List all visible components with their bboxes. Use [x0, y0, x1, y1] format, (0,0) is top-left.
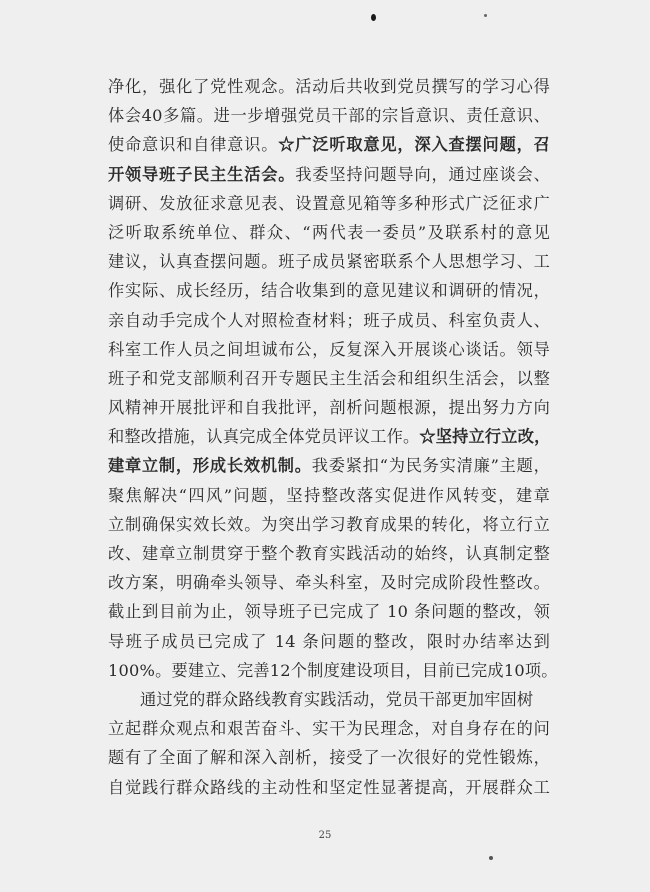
text-line: [108, 160, 550, 189]
text-line: [108, 189, 550, 218]
bold-heading-text: ☆广泛听取意见，深入查摆问题，召: [278, 135, 551, 155]
text-line: [108, 743, 550, 772]
text-line: [108, 685, 550, 714]
ink-speck: [489, 856, 493, 860]
line-text: 我委坚持问题导向，通过座谈会、: [295, 164, 551, 184]
line-text: 改、建章立制贯穿于整个教育实践活动的始终，认真制定整: [108, 544, 550, 563]
text-line: [108, 364, 550, 393]
text-line: [108, 627, 550, 656]
text-line: [108, 335, 550, 364]
ink-speck: [484, 14, 487, 17]
line-text: 作实际、成长经历，结合收集到的意见建议和调研的情况，: [108, 281, 550, 301]
text-line: [108, 714, 550, 743]
text-line: [108, 451, 550, 480]
line-text: 调研、发放征求意见表、设置意见箱等多种形式广泛征求广: [108, 193, 550, 213]
line-text: 科室工作人员之间坦诚布公，反复深入开展谈心谈话。领导: [108, 339, 550, 359]
text-line: [108, 422, 550, 451]
line-text: 我委紧扣“为民务实清廉”主题，: [311, 456, 550, 476]
line-text: 导班子成员已完成了 14 条问题的整改，限时办结率达到: [108, 631, 550, 651]
line-text: 和整改措施，认真完成全体党员评议工作。: [108, 427, 420, 447]
text-line: [108, 247, 550, 276]
line-text: 通过党的群众路线教育实践活动，党员干部更加牢固树: [140, 689, 534, 709]
line-text: 体会40多篇。进一步增强党员干部的宗旨意识、责任意识、: [108, 106, 550, 126]
bold-heading-text: 开领导班子民主生活会。: [108, 164, 296, 184]
body-text: [108, 72, 558, 802]
text-line: [108, 773, 550, 802]
line-text: 泛听取系统单位、群众、“两代表一委员”及联系村的意见: [108, 222, 550, 242]
text-line: [108, 597, 550, 626]
bold-heading-text: ☆坚持立行立改，: [419, 427, 551, 447]
line-text: 截止到目前为止，领导班子已完成了 10 条问题的整改，领: [108, 602, 550, 622]
page-number: 25: [318, 830, 332, 841]
text-line: [108, 568, 550, 597]
text-line: [108, 218, 550, 247]
text-line: [108, 101, 550, 130]
line-text: 风精神开展批评和自我批评，剖析问题根源，提出努力方向: [108, 398, 550, 418]
line-text: 建议，认真查摆问题。班子成员紧密联系个人思想学习、工: [108, 252, 550, 272]
ink-speck: [371, 14, 376, 21]
line-text: 立制确保实效长效。为突出学习教育成果的转化，将立行立: [108, 514, 550, 534]
bold-heading-text: 建章立制，形成长效机制。: [108, 456, 312, 476]
line-text: 自觉践行群众路线的主动性和坚定性显著提高，开展群众工: [108, 777, 550, 797]
text-line: [108, 306, 550, 335]
line-text: 亲自动手完成个人对照检查材料；班子成员、科室负责人、: [108, 310, 550, 330]
text-line: [108, 393, 550, 422]
line-text: 净化，强化了党性观念。活动后共收到党员撰写的学习心得: [108, 77, 550, 96]
text-line: [108, 276, 550, 305]
text-line: [108, 481, 550, 510]
text-line: [108, 72, 550, 101]
line-text: 聚焦解决“四风”问题，坚持整改落实促进作风转变，建章: [108, 485, 550, 505]
line-text: 班子和党支部顺利召开专题民主生活会和组织生活会，以整: [108, 368, 550, 388]
text-line: [108, 130, 550, 159]
line-text: 使命意识和自律意识。: [108, 135, 279, 155]
line-text: 立起群众观点和艰苦奋斗、实干为民理念，对自身存在的问: [108, 719, 550, 739]
line-text: 题有了全面了解和深入剖析，接受了一次很好的党性锻炼，: [108, 748, 550, 768]
line-text: 100%。要建立、完善12个制度建设项目，目前已完成10项。: [108, 660, 558, 680]
line-text: 改方案，明确牵头领导、牵头科室，及时完成阶段性整改。: [108, 573, 550, 593]
text-line: [108, 656, 558, 685]
text-line: [108, 539, 550, 568]
text-line: [108, 510, 550, 539]
